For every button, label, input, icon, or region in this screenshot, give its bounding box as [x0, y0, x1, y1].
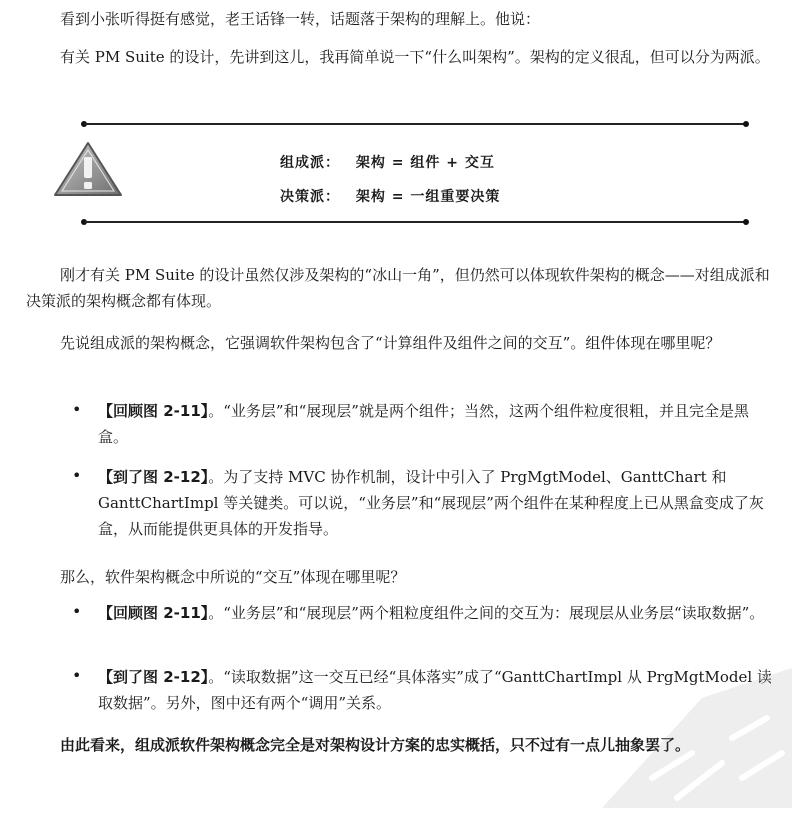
decision-formula: 架构 = 一组重要决策 [355, 189, 501, 205]
callout-row-composition [280, 152, 495, 172]
bullet-marker: • [72, 666, 82, 685]
figure-reference: 【回顾图 2-11】 [98, 604, 209, 622]
bullet-text: 。“读取数据”这一交互已经“具体落实”成了“GanttChartImpl 从 PrgMgtModel 读取数据”。另外，图中还有两个“调用”关系。 [98, 668, 772, 712]
figure-reference: 【到了图 2-12】 [98, 668, 209, 686]
callout-bottom-rule [84, 221, 746, 223]
figure-reference: 【到了图 2-12】 [98, 468, 209, 486]
rule-dot-right [743, 121, 749, 127]
composition-label: 组成派： [280, 155, 340, 171]
bullet-marker: • [72, 602, 82, 621]
warning-icon [52, 140, 124, 198]
bullet-marker: • [72, 466, 82, 485]
decision-label: 决策派： [280, 189, 340, 205]
intro-line-1: 看到小张听得挺有感觉，老王话锋一转，话题落于架构的理解上。他说： [60, 10, 541, 28]
bullet-text: 。“业务层”和“展现层”两个粗粒度组件之间的交互为：展现层从业务层“读取数据”。 [208, 604, 765, 622]
bullet-marker: • [72, 400, 82, 419]
rule-dot-right [743, 219, 749, 225]
bullet-text: 。为了支持 MVC 协作机制，设计中引入了 PrgMgtModel、GanttChart 和 GanttChartImpl 等关键类。可以说，“业务层”和“展现层”两个组件在某种程度上已从黑盒变成了灰盒，从而能提供更具体的开发指导。 [98, 468, 764, 538]
figure-reference: 【回顾图 2-11】 [98, 402, 209, 420]
body-paragraph-4: 由此看来，组成派软件架构概念完全是对架构设计方案的忠实概括，只不过有一点儿抽象罢了。 [60, 736, 691, 754]
composition-formula: 架构 = 组件 + 交互 [355, 155, 495, 171]
body-paragraph-3: 那么，软件架构概念中所说的“交互”体现在哪里呢？ [60, 568, 406, 586]
bullet-item [98, 398, 778, 450]
body-paragraph-1: 刚才有关 PM Suite 的设计虽然仅涉及架构的“冰山一角”，但仍然可以体现软件架构的概念——对组成派和决策派的架构概念都有体现。 [26, 266, 770, 310]
body-paragraph-2: 先说组成派的架构概念，它强调软件架构包含了“计算组件及组件之间的交互”。组件体现在哪里呢？ [60, 334, 721, 352]
callout-top-rule [84, 123, 746, 125]
bullet-item [98, 464, 778, 542]
intro-line-2: 有关 PM Suite 的设计，先讲到这儿，我再简单说一下“什么叫架构”。架构的定义很乱，但可以分为两派。 [60, 48, 770, 66]
watermark-stamp [582, 658, 792, 818]
bullet-item [98, 600, 778, 626]
callout-row-decision [280, 186, 500, 206]
bullet-text: 。“业务层”和“展现层”就是两个组件；当然，这两个组件粒度很粗，并且完全是黑盒。 [98, 402, 749, 446]
